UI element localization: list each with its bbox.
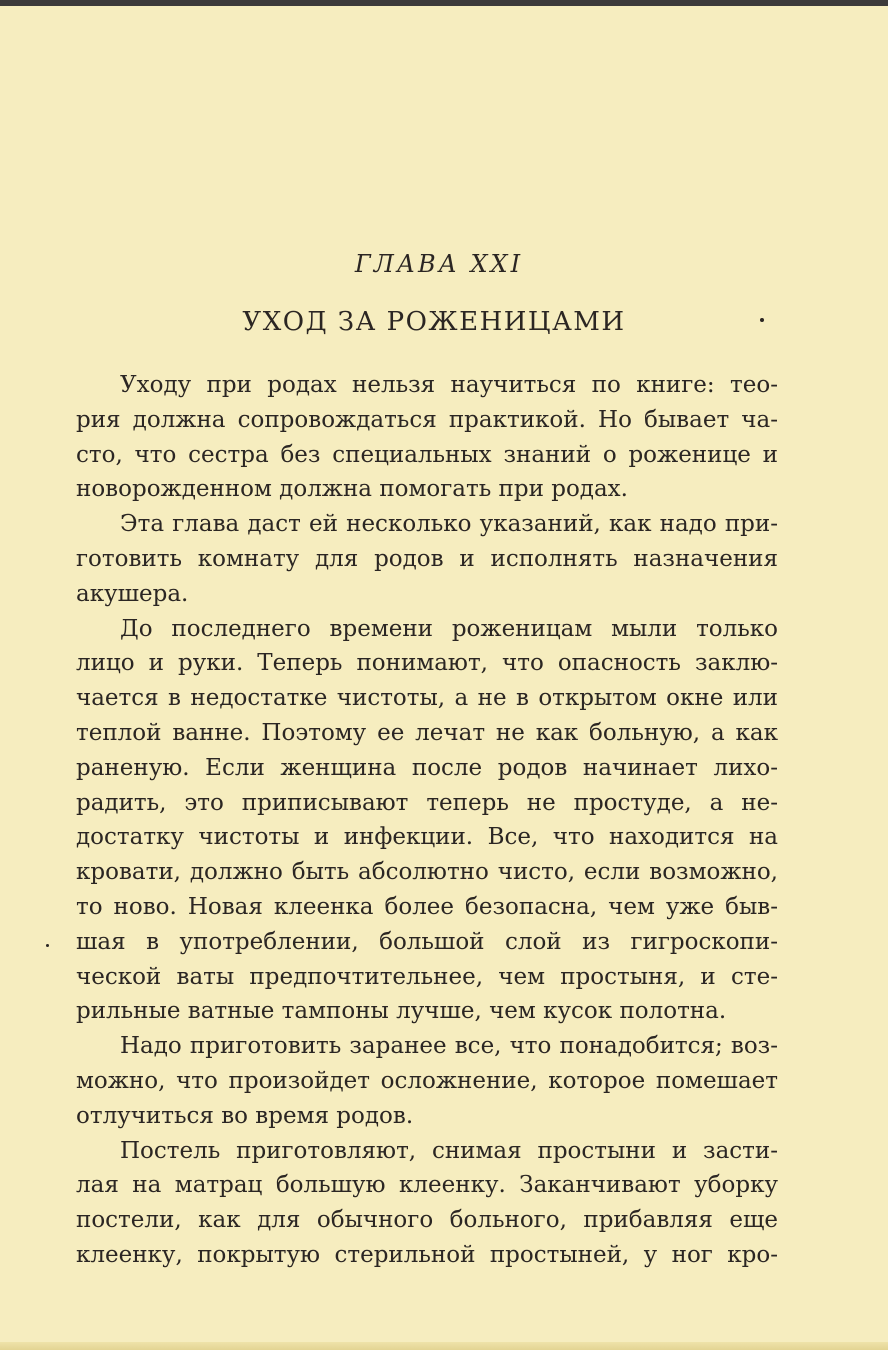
text-line: достатку чистоты и инфекции. Все, что находится на: [76, 824, 778, 851]
text-line: радить, это приписывают теперь не простуде, а не-: [76, 789, 778, 816]
text-line: До последнего времени роженицам мыли только: [120, 615, 778, 642]
page-top-edge: [0, 0, 888, 6]
text-line: Эта глава даст ей несколько указаний, как надо при-: [120, 511, 778, 538]
paragraph: [76, 368, 778, 507]
text-line: лая на матрац большую клеенку. Заканчивают уборку: [76, 1172, 778, 1199]
text-line: раненую. Если женщина после родов начинает лихо-: [76, 754, 778, 781]
text-line: чается в недостатке чистоты, а не в открытом окне или: [76, 685, 778, 712]
text-line: акушера.: [76, 580, 189, 607]
paragraph: [76, 612, 778, 1030]
chapter-title: УХОД ЗА РОЖЕНИЦАМИ: [242, 307, 626, 337]
text-line: отлучиться во время родов.: [76, 1102, 414, 1129]
text-line: ческой ваты предпочтительнее, чем простыня, и сте-: [76, 963, 778, 990]
text-line: сто, что сестра без специальных знаний о роженице и: [76, 441, 778, 468]
chapter-number: ГЛАВА XXI: [354, 250, 524, 278]
text-line: лицо и руки. Теперь понимают, что опасность заклю-: [76, 650, 778, 677]
text-line: можно, что произойдет осложнение, которое помешает: [76, 1067, 778, 1094]
text-line: теплой ванне. Поэтому ее лечат не как больную, а как: [76, 719, 778, 746]
text-line: шая в употреблении, большой слой из гигроскопи-: [76, 928, 778, 955]
page-bottom-edge: [0, 1342, 888, 1350]
paragraph: [76, 1029, 778, 1133]
text-line: новорожденном должна помогать при родах.: [76, 476, 628, 503]
text-line: постели, как для обычного больного, прибавляя еще: [76, 1207, 778, 1234]
print-speck: [46, 944, 49, 947]
text-line: клеенку, покрытую стерильной простыней, у ног кро-: [76, 1241, 778, 1268]
paragraph: [76, 507, 778, 611]
text-line: Постель приготовляют, снимая простыни и засти-: [120, 1137, 778, 1164]
text-line: то ново. Новая клеенка более безопасна, чем уже быв-: [76, 893, 778, 920]
text-line: кровати, должно быть абсолютно чисто, если возможно,: [76, 859, 778, 886]
text-line: Уходу при родах нельзя научиться по книге: тео-: [120, 372, 778, 398]
text-line: Надо приготовить заранее все, что понадобится; воз-: [120, 1033, 778, 1060]
body-text: [76, 368, 778, 1273]
text-line: готовить комнату для родов и исполнять назначения: [76, 545, 778, 572]
text-line: рия должна сопровождаться практикой. Но бывает ча-: [76, 406, 778, 433]
text-line: рильные ватные тампоны лучше, чем кусок полотна.: [76, 998, 727, 1025]
paragraph: [76, 1134, 778, 1273]
print-speck: [760, 318, 764, 322]
